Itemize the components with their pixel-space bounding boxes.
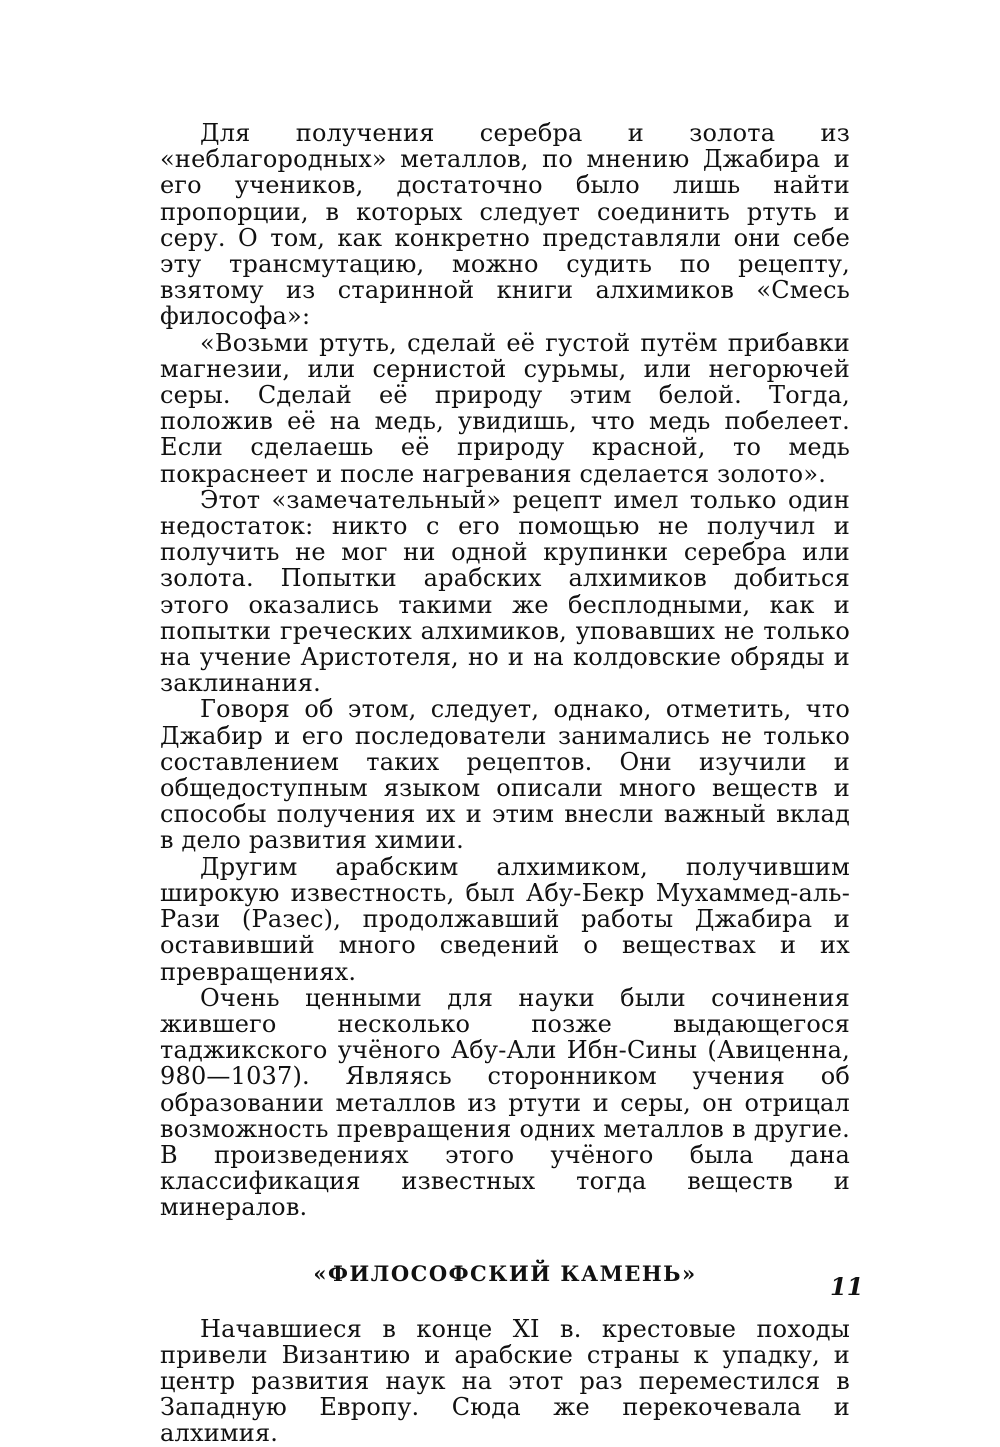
paragraph-mixture-proportions: Для получения серебра и золота из «неблагородных» металлов, по мнению Джабира и его учеников, достаточно было лишь найти пропорции, в которых следует соединить ртуть и серу. О том, как конкретно представляли они себе эту трансмутацию, можно судить по рецепту, взятому из старинной книги алхимиков «Смесь философа»: — [160, 119, 850, 331]
paragraph-razes: Другим арабским алхимиком, получившим широкую известность, был Абу-Бекр Мухаммед-аль-Рази (Разес), продолжавший работы Джабира и оставивший много сведений о веществах и их превращениях. — [160, 852, 850, 986]
section-heading: «ФИЛОСОФСКИЙ КАМЕНЬ» — [313, 1260, 697, 1286]
page-number: 11 — [830, 1272, 864, 1301]
paragraph-recipe-quote: «Возьми ртуть, сделай её густой путём прибавки магнезии, или сернистой сурьмы, или негорючей серы. Сделай её природу этим белой. Тогда, положив её на медь, увидишь, что медь побелеет. Если сделаешь её природу красной, то медь покраснеет и после нагревания сделается золото». — [160, 328, 850, 488]
paragraph-avicenna: Очень ценными для науки были сочинения жившего несколько позже выдающегося таджикского учёного Абу-Али Ибн-Сины (Авиценна, 980—1037). Являясь сторонником учения об образовании металлов из ртути и серы, он отрицал возможность превращения одних металлов в другие. В произведениях этого учёного была дана классификация известных тогда веществ и минералов. — [160, 983, 850, 1222]
paragraph-jabir-contribution: Говоря об этом, следует, однако, отметить, что Джабир и его последователи занимались не только составлением таких рецептов. Они изучили и общедоступным языком описали много веществ и способы получения их и этим внесли важный вклад в дело развития химии. — [160, 695, 850, 855]
paragraph-crusades: Начавшиеся в конце XI в. крестовые походы привели Византию и арабские страны к упадку, и центр развития наук на этот раз переместился в Западную Европу. Сюда же перекочевала и алхимия. — [160, 1314, 850, 1447]
text-column — [160, 120, 850, 1447]
paragraph-recipe-shortcoming: Этот «замечательный» рецепт имел только один недостаток: никто с его помощью не получил и получить не мог ни одной крупинки серебра или золота. Попытки арабских алхимиков добиться этого оказались такими же бесплодными, как и попытки греческих алхимиков, уповавших не только на учение Аристотеля, но и на колдовские обряды и заклинания. — [160, 485, 850, 698]
